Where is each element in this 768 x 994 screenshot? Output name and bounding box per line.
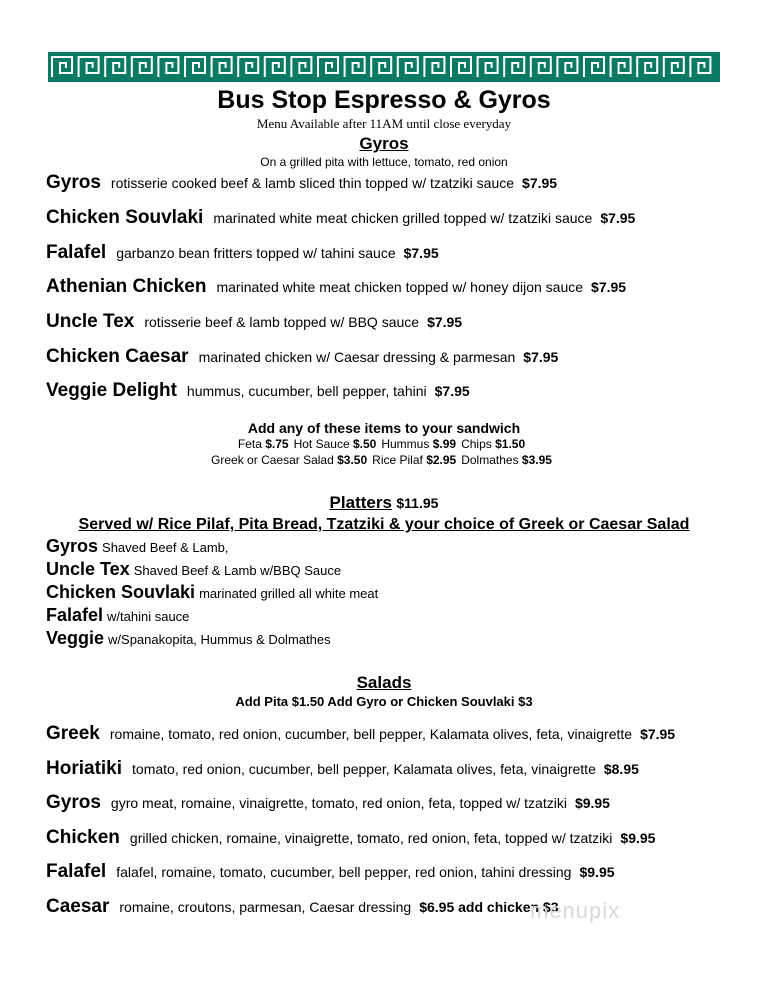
salad-item: [46, 723, 675, 745]
item-description: falafel, romaine, tomato, cucumber, bell pepper, red onion, tahini dressing: [116, 864, 572, 880]
greek-key-border: [48, 52, 720, 82]
addon-price: $2.95: [426, 453, 457, 467]
platter-item: [46, 605, 189, 626]
addons-heading: Add any of these items to your sandwich: [247, 420, 521, 436]
item-price: $7.95: [434, 383, 470, 399]
item-name: Horiatiki: [46, 758, 123, 779]
item-price: $7.95: [523, 349, 559, 365]
item-name: Gyros: [46, 536, 99, 556]
item-description: Shaved Beef & Lamb,: [102, 540, 229, 555]
menu-availability: Menu Available after 11AM until close everyday: [256, 116, 512, 131]
salads-addon-note: Add Pita $1.50 Add Gyro or Chicken Souvlaki $3: [235, 694, 533, 709]
addon-price: $3.50: [337, 453, 368, 467]
item-price: $7.95: [427, 314, 463, 330]
item-name: Uncle Tex: [46, 311, 135, 332]
addon-label: Chips: [461, 437, 492, 451]
item-name: Greek: [46, 723, 100, 744]
item-price: $7.95: [640, 726, 676, 742]
gyros-menu-item: [46, 276, 626, 298]
gyros-menu-item: [46, 207, 635, 229]
item-description: w/tahini sauce: [107, 609, 190, 624]
item-description: romaine, tomato, red onion, cucumber, bell pepper, Kalamata olives, feta, vinaigrette: [109, 726, 633, 742]
addon-label: Hummus: [381, 437, 430, 451]
item-name: Uncle Tex: [46, 559, 130, 579]
item-price: $9.95: [574, 795, 610, 811]
item-price: $9.95: [579, 864, 615, 880]
platters-header: [0, 493, 768, 513]
item-price: $7.95: [591, 279, 627, 295]
addons-line-2: [0, 453, 768, 467]
item-price: $7.95: [522, 175, 558, 191]
addon-price: $.50: [352, 437, 377, 451]
addon-label: Greek or Caesar Salad: [211, 453, 334, 467]
item-description: garbanzo bean fritters topped w/ tahini sauce: [116, 245, 396, 261]
watermark: menupix: [530, 898, 621, 923]
item-description: grilled chicken, romaine, vinaigrette, tomato, red onion, feta, topped w/ tzatziki: [129, 830, 613, 846]
item-description: rotisserie cooked beef & lamb sliced thin topped w/ tzatziki sauce: [110, 175, 515, 191]
gyros-menu-item: [46, 242, 439, 264]
item-name: Gyros: [46, 172, 101, 193]
salad-item: [46, 896, 559, 918]
addon-label: Hot Sauce: [293, 437, 350, 451]
addon-label: Feta: [237, 437, 262, 451]
addon-price: $.75: [265, 437, 289, 451]
item-description: marinated white meat chicken topped w/ honey dijon sauce: [216, 279, 584, 295]
item-name: Falafel: [46, 861, 107, 882]
item-name: Chicken: [46, 827, 120, 848]
gyros-menu-item: [46, 380, 470, 402]
item-name: Caesar: [46, 896, 110, 917]
platter-item: [46, 628, 331, 649]
item-description: hummus, cucumber, bell pepper, tahini: [186, 383, 427, 399]
item-name: Veggie: [46, 628, 105, 648]
addon-item: [461, 453, 552, 467]
item-description: Shaved Beef & Lamb w/BBQ Sauce: [133, 563, 342, 578]
item-price: $6.95 add chicken $3: [419, 899, 559, 915]
gyros-heading: Gyros: [359, 134, 409, 153]
salads-heading: Salads: [356, 673, 412, 692]
item-price: $9.95: [620, 830, 656, 846]
addon-price: $1.50: [495, 437, 526, 451]
platter-item: [46, 559, 341, 580]
item-name: Gyros: [46, 792, 101, 813]
item-name: Athenian Chicken: [46, 276, 207, 297]
item-name: Chicken Souvlaki: [46, 582, 196, 602]
platters-served-with: Served w/ Rice Pilaf, Pita Bread, Tzatziki & your choice of Greek or Caesar Salad: [78, 516, 690, 533]
greek-key-pattern: [48, 52, 720, 82]
item-description: w/Spanakopita, Hummus & Dolmathes: [108, 632, 331, 647]
item-price: $7.95: [600, 210, 636, 226]
item-name: Chicken Caesar: [46, 346, 189, 367]
item-description: gyro meat, romaine, vinaigrette, tomato, red onion, feta, topped w/ tzatziki: [110, 795, 567, 811]
platters-heading: Platters: [329, 493, 392, 512]
addon-label: Dolmathes: [461, 453, 519, 467]
item-description: marinated chicken w/ Caesar dressing & parmesan: [198, 349, 516, 365]
addon-item: [211, 453, 367, 467]
item-name: Veggie Delight: [46, 380, 177, 401]
gyros-menu-item: [46, 172, 557, 194]
restaurant-title: Bus Stop Espresso & Gyros: [217, 86, 551, 114]
salad-item: [46, 827, 655, 849]
addons-line-1: [0, 437, 768, 451]
addon-item: [294, 437, 377, 451]
addon-item: [372, 453, 456, 467]
platter-item: [46, 536, 229, 557]
item-description: rotisserie beef & lamb topped w/ BBQ sauce: [144, 314, 420, 330]
salad-item: [46, 758, 639, 780]
item-price: $7.95: [403, 245, 439, 261]
item-name: Falafel: [46, 605, 104, 625]
item-description: marinated grilled all white meat: [199, 586, 379, 601]
addon-item: [238, 437, 289, 451]
addon-price: $.99: [432, 437, 457, 451]
gyros-subheading: On a grilled pita with lettuce, tomato, red onion: [260, 155, 508, 169]
salad-item: [46, 861, 615, 883]
addon-price: $3.95: [521, 453, 552, 467]
gyros-menu-item: [46, 311, 462, 333]
addon-label: Rice Pilaf: [372, 453, 423, 467]
gyros-menu-item: [46, 346, 558, 368]
item-name: Falafel: [46, 242, 107, 263]
salad-item: [46, 792, 610, 814]
addon-item: [461, 437, 525, 451]
platters-price: $11.95: [396, 495, 439, 511]
item-description: tomato, red onion, cucumber, bell pepper, Kalamata olives, feta, vinaigrette: [132, 761, 596, 777]
item-description: marinated white meat chicken grilled topped w/ tzatziki sauce: [213, 210, 593, 226]
item-name: Chicken Souvlaki: [46, 207, 204, 228]
addon-item: [381, 437, 456, 451]
platter-item: [46, 582, 378, 603]
item-price: $8.95: [603, 761, 639, 777]
item-description: romaine, croutons, parmesan, Caesar dressing: [119, 899, 412, 915]
